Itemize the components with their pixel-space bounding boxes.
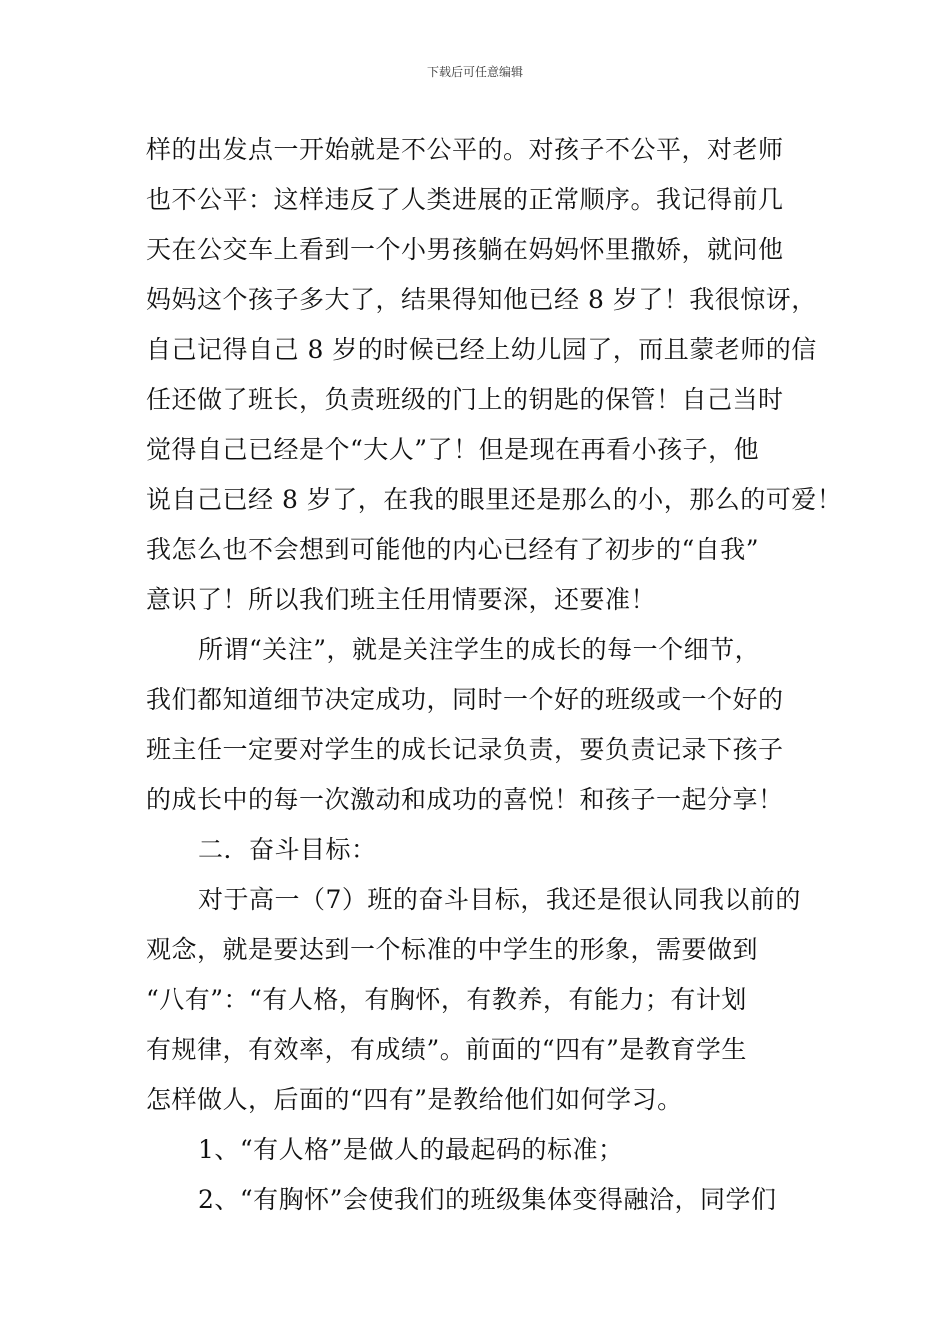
list-item: 1、“有人格”是做人的最起码的标准； [198,1135,624,1164]
text-line: 也不公平：这样违反了人类进展的正常顺序。我记得前几 [146,185,784,214]
text-line: 自己记得自己 8 岁的时候已经上幼儿园了，而且蒙老师的信 [146,335,817,364]
text-line: 妈妈这个孩子多大了，结果得知他已经 8 岁了！我很惊讶， [146,285,817,314]
text-line: 我怎么也不会想到可能他的内心已经有了初步的“自我” [146,535,760,564]
text-line: 观念，就是要达到一个标准的中学生的形象，需要做到 [146,935,759,964]
text-line: 意识了！所以我们班主任用情要深，还要准！ [146,585,657,614]
text-line: 天在公交车上看到一个小男孩躺在妈妈怀里撒娇，就问他 [146,235,784,264]
text-line: “八有”：“有人格，有胸怀，有教养，有能力；有计划 [146,985,747,1014]
document-body [146,125,843,1225]
text-line: 说自己已经 8 岁了，在我的眼里还是那么的小，那么的可爱！ [146,485,843,514]
text-line: 班主任一定要对学生的成长记录负责，要负责记录下孩子 [146,735,784,764]
text-line: 怎样做人，后面的“四有”是教给他们如何学习。 [146,1085,683,1114]
section-heading: 二．奋斗目标： [198,835,377,864]
list-item: 2、“有胸怀”会使我们的班级集体变得融洽，同学们 [198,1185,777,1214]
text-line: 有规律，有效率，有成绩”。前面的“四有”是教育学生 [146,1035,747,1064]
page-header: 下载后可任意编辑 [426,65,523,79]
text-line: 我们都知道细节决定成功，同时一个好的班级或一个好的 [146,685,784,714]
text-line: 任还做了班长，负责班级的门上的钥匙的保管！自己当时 [146,385,784,414]
paragraph-start-line: 所谓“关注”，就是关注学生的成长的每一个细节， [198,635,761,664]
text-line: 的成长中的每一次激动和成功的喜悦！和孩子一起分享！ [146,785,784,814]
text-line: 样的出发点一开始就是不公平的。对孩子不公平，对老师 [146,135,784,164]
text-line: 觉得自己已经是个“大人”了！但是现在再看小孩子，他 [146,435,760,464]
paragraph-start-line: 对于高一（7）班的奋斗目标，我还是很认同我以前的 [198,885,801,914]
